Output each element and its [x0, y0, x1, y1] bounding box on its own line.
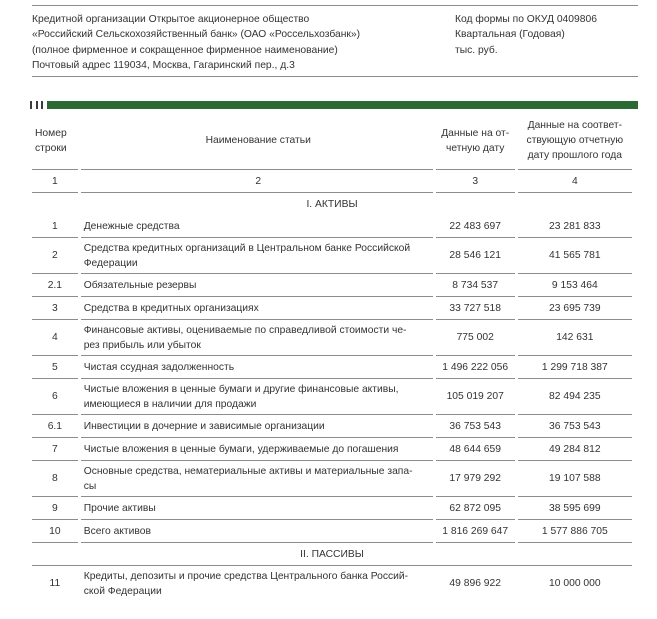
table-row — [32, 320, 632, 356]
row-current-value: 33 727 518 — [436, 297, 515, 320]
table-row — [32, 356, 632, 379]
table-row — [32, 274, 632, 297]
row-name-line: Прочие активы — [83, 502, 156, 514]
divider-tick — [30, 101, 32, 109]
organization-info — [32, 12, 360, 73]
row-name — [81, 379, 433, 415]
org-line-2: «Российский Сельскохозяйственный банк» (ОАО «Россельхозбанк») — [32, 29, 361, 41]
row-number: 8 — [32, 461, 78, 497]
row-number: 2.1 — [32, 274, 78, 297]
table-row — [32, 297, 632, 320]
table-header-row — [32, 112, 632, 170]
report-header — [32, 5, 638, 77]
row-previous-value: 49 284 812 — [518, 438, 632, 461]
row-name — [81, 415, 433, 438]
row-name — [81, 297, 433, 320]
table-row — [32, 415, 632, 438]
row-name-line: Финансовые активы, оцениваемые по справедливой стоимости че- — [83, 324, 407, 336]
green-divider — [30, 101, 638, 109]
row-name — [81, 320, 433, 356]
section-liabilities: II. ПАССИВЫ — [32, 543, 632, 566]
table-row — [32, 238, 632, 274]
row-name-line: Чистые вложения в ценные бумаги и другие финансовые активы, — [83, 383, 399, 395]
org-line-1: Кредитной организации Открытое акционерное общество — [32, 14, 310, 25]
table-row — [32, 497, 632, 520]
okud-code: Код формы по ОКУД 0409806 — [455, 14, 597, 25]
row-name-line: ской Федерации — [83, 585, 162, 597]
table-row — [32, 438, 632, 461]
row-name — [81, 497, 433, 520]
row-number: 11 — [49, 578, 61, 589]
divider-tick — [36, 101, 38, 109]
balance-sheet-table — [29, 112, 635, 601]
row-name — [81, 520, 433, 543]
row-number: 3 — [32, 297, 78, 320]
row-current-value: 49 896 922 — [449, 578, 501, 589]
row-current-value: 28 546 121 — [436, 238, 515, 274]
row-name-line: Обязательные резервы — [83, 279, 197, 291]
org-line-3: (полное фирменное и сокращенное фирменное наименование) — [32, 44, 338, 56]
row-current-value: 1 816 269 647 — [436, 520, 515, 543]
row-current-value: 17 979 292 — [436, 461, 515, 497]
row-name-line: имеющиеся в наличии для продажи — [83, 398, 257, 410]
row-number: 10 — [32, 520, 78, 543]
row-current-value: 62 872 095 — [436, 497, 515, 520]
row-name — [81, 566, 433, 601]
table-row — [32, 566, 632, 601]
row-previous-value: 23 281 833 — [518, 215, 632, 238]
row-name — [81, 274, 433, 297]
row-current-value: 36 753 543 — [436, 415, 515, 438]
row-previous-value: 23 695 739 — [518, 297, 632, 320]
row-name-line: Чистые вложения в ценные бумаги, удерживаемые до погашения — [83, 443, 399, 455]
table-row — [32, 520, 632, 543]
section-assets: I. АКТИВЫ — [306, 198, 358, 210]
row-current-value: 8 734 537 — [436, 274, 515, 297]
row-name-line: Всего активов — [83, 525, 151, 537]
units: тыс. руб. — [455, 44, 498, 56]
row-name-line: Средства в кредитных организациях — [83, 302, 259, 314]
row-number: 9 — [32, 497, 78, 520]
row-previous-value: 41 565 781 — [518, 238, 632, 274]
table-row — [32, 379, 632, 415]
row-number: 6.1 — [32, 415, 78, 438]
row-name — [81, 461, 433, 497]
divider-tick — [41, 101, 43, 109]
row-number: 7 — [32, 438, 78, 461]
row-name — [81, 215, 433, 238]
row-current-value: 775 002 — [436, 320, 515, 356]
row-current-value: 48 644 659 — [436, 438, 515, 461]
row-name-line: Основные средства, нематериальные активы и материальные запа- — [83, 465, 413, 477]
row-previous-value: 142 631 — [518, 320, 632, 356]
row-name-line: Средства кредитных организаций в Центральном банке Российской — [83, 242, 411, 254]
column-number-row: 1 2 3 4 — [32, 170, 632, 193]
row-previous-value: 1 299 718 387 — [518, 356, 632, 379]
row-previous-value: 19 107 588 — [518, 461, 632, 497]
row-previous-value: 1 577 886 705 — [518, 520, 632, 543]
row-name-line: Денежные средства — [83, 220, 180, 232]
row-name-line: Инвестиции в дочерние и зависимые организации — [83, 420, 325, 432]
row-name-line: сы — [83, 480, 97, 492]
row-number: 5 — [32, 356, 78, 379]
row-current-value: 105 019 207 — [436, 379, 515, 415]
postal-address: Почтовый адрес 119034, Москва, Гагаринский пер., д.3 — [32, 59, 295, 71]
col-header-name: Наименование статьи — [81, 112, 433, 170]
row-name-line: Чистая ссудная задолженность — [83, 361, 235, 373]
col-header-current: Данные на от- четную дату — [436, 112, 515, 170]
row-number: 1 — [32, 215, 78, 238]
table-row — [32, 461, 632, 497]
row-current-value: 1 496 222 056 — [436, 356, 515, 379]
row-name-line: Федерации — [83, 257, 138, 269]
row-previous-value: 10 000 000 — [549, 578, 601, 589]
row-name — [81, 438, 433, 461]
form-info — [455, 12, 597, 58]
row-current-value: 22 483 697 — [436, 215, 515, 238]
row-previous-value: 9 153 464 — [518, 274, 632, 297]
row-name-line: Кредиты, депозиты и прочие средства Центрального банка Россий- — [83, 570, 409, 582]
col-header-previous: Данные на соответ- ствующую отчетную дату прошлого года — [518, 112, 632, 170]
row-number: 4 — [32, 320, 78, 356]
row-name — [81, 356, 433, 379]
row-previous-value: 36 753 543 — [518, 415, 632, 438]
row-name-line: рез прибыль или убыток — [83, 339, 201, 351]
table-row — [32, 215, 632, 238]
row-number: 6 — [32, 379, 78, 415]
row-previous-value: 82 494 235 — [518, 379, 632, 415]
report-period: Квартальная (Годовая) — [455, 29, 565, 41]
row-name — [81, 238, 433, 274]
row-previous-value: 38 595 699 — [518, 497, 632, 520]
green-bar — [47, 101, 638, 109]
col-header-num: Номер строки — [32, 112, 78, 170]
row-number: 2 — [32, 238, 78, 274]
